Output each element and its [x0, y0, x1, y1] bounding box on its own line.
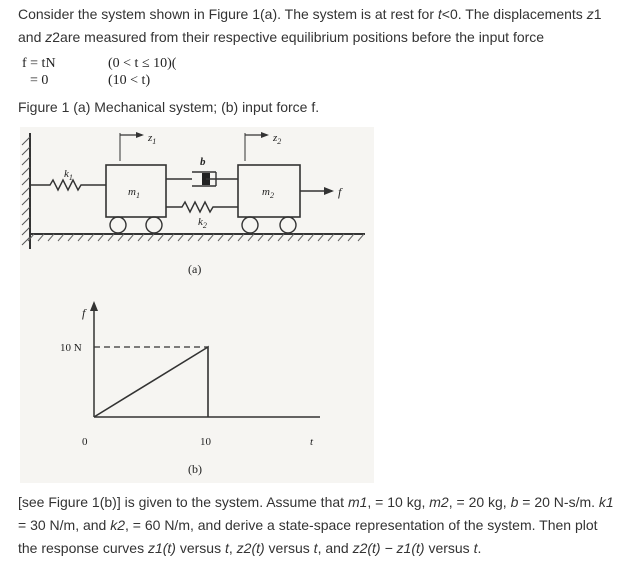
label-z2: $z_2$ [273, 132, 282, 146]
x-axis-label: t [310, 436, 314, 448]
y-axis-label: f [82, 306, 86, 320]
label-k1: $k_1$ [64, 168, 73, 182]
figure-caption: Figure 1 (a) Mechanical system; (b) input force f. [18, 99, 320, 115]
problem-intro: Consider the system shown in Figure 1(a). The system is at rest for t<0. The displacements z1 and z2are measured from their respective equilibrium positions before the input force [18, 6, 602, 45]
z2-arrowhead [261, 132, 269, 138]
figure-b-label: (b) [188, 462, 202, 476]
force-arrowhead [324, 187, 334, 195]
spring-k2 [166, 202, 238, 212]
damper-b [166, 172, 238, 186]
tick-label-10: 10 [200, 436, 211, 448]
figure-a-label: (a) [188, 262, 202, 276]
label-b: b [200, 156, 206, 168]
wheel-m1-right [146, 217, 162, 233]
ground [28, 234, 365, 241]
label-z1: $z_1$ [148, 132, 157, 146]
level-label: 10 N [60, 342, 82, 354]
label-m1: $m_1$ [128, 186, 140, 200]
origin-label: 0 [82, 436, 88, 448]
problem-closing: [see Figure 1(b)] is given to the system. Assume that m1, = 10 kg, m2, = 20 kg, b = 20 N-s/m. k1 = 30 N/m, and k2, = 60 N/m, and derive a state-space representation of the system. Then plot the response curves z1(t) versus t, z2(t) versus t, and z2(t) − z1(t) versus t. [18, 494, 614, 556]
force-line1-cond: (0 < t ≤ 10)( [108, 56, 177, 71]
wall [22, 133, 30, 249]
force-definition [22, 55, 176, 89]
label-k2: $k_2$ [198, 216, 207, 230]
force-line2-lhs: = 0 [30, 73, 49, 88]
force-line2-cond: (10 < t) [108, 73, 151, 88]
wheel-m1-left [110, 217, 126, 233]
y-axis-arrowhead [90, 301, 98, 311]
wheel-m2-left [242, 217, 258, 233]
figure-panel [20, 127, 374, 483]
mechanical-system-figure [20, 127, 374, 483]
wheel-m2-right [280, 217, 296, 233]
force-chart [60, 301, 320, 476]
label-m2: $m_2$ [262, 186, 274, 200]
force-series-line [94, 347, 208, 417]
force-line1-lhs: f = tN [22, 56, 56, 71]
label-f: f [338, 185, 342, 199]
z1-arrowhead [136, 132, 144, 138]
